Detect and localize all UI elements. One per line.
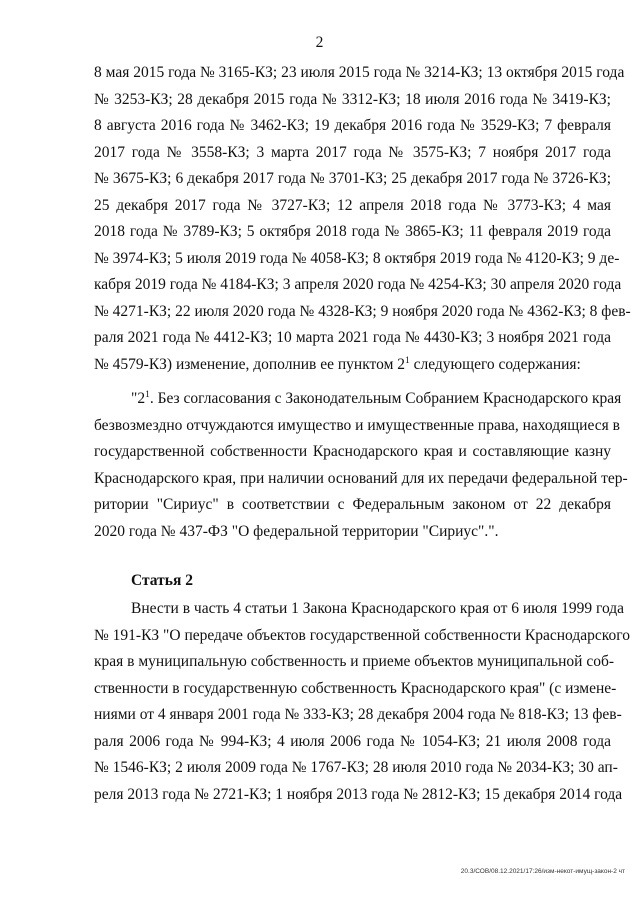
text-line: ниями от 4 января 2001 года № 333-КЗ; 28 декабря 2004 года № 818-КЗ; 13 фев-	[94, 706, 622, 723]
amendments-paragraph	[94, 60, 631, 378]
text-line: 2017 года № 3558-КЗ; 3 марта 2017 года № 3575-КЗ; 7 ноября 2017 года	[94, 143, 611, 161]
page-number: 2	[315, 34, 324, 51]
text-line: 8 мая 2015 года № 3165-КЗ; 23 июля 2015 года № 3214-КЗ; 13 октября 2015 года	[94, 64, 625, 81]
text-line: раля 2006 года № 994-КЗ; 4 июля 2006 года № 1054-КЗ; 21 июля 2008 года	[94, 732, 611, 750]
text-line: № 3974-КЗ; 5 июля 2019 года № 4058-КЗ; 8 октября 2019 года № 4120-КЗ; 9 де-	[94, 249, 620, 267]
text-line: безвозмездно отчуждаются имущество и имущественные права, находящиеся в	[94, 416, 620, 434]
text-line: реля 2013 года № 2721-КЗ; 1 ноября 2013 года № 2812-КЗ; 15 декабря 2014 года	[94, 785, 623, 803]
text-fragment: "2	[131, 390, 146, 407]
text-line: Внести в часть 4 статьи 1 Закона Краснодарского края от 6 июля 1999 года	[131, 600, 625, 617]
text-line: государственной собственности Краснодарского края и составляющие казну	[94, 443, 611, 460]
text-fragment: следующего содержания:	[409, 355, 581, 373]
superscript: 1	[405, 355, 410, 366]
text-line: № 3253-КЗ; 28 декабря 2015 года № 3312-КЗ; 18 июля 2016 года № 3419-КЗ;	[94, 90, 611, 108]
text-line: 8 августа 2016 года № 3462-КЗ; 19 декабря 2016 года № 3529-КЗ; 7 февраля	[94, 117, 611, 134]
text-line: № 191-КЗ "О передаче объектов государственной собственности Краснодарского	[94, 626, 630, 644]
text-line: № 4271-КЗ; 22 июля 2020 года № 4328-КЗ; 9 ноября 2020 года № 4362-КЗ; 8 фев-	[94, 302, 631, 320]
text-line: Краснодарского края, при наличии оснований для их передачи федеральной тер-	[94, 469, 628, 487]
text-line	[94, 352, 611, 379]
text-line: края в муниципальную собственность и приеме объектов муниципальной соб-	[94, 653, 614, 670]
new-item-paragraph	[94, 386, 628, 545]
article-heading: Статья 2	[131, 572, 193, 589]
text-line: № 3675-КЗ; 6 декабря 2017 года № 3701-КЗ; 25 декабря 2017 года № 3726-КЗ;	[94, 170, 611, 187]
text-line: 2018 года № 3789-КЗ; 5 октября 2018 года № 3865-КЗ; 11 февраля 2019 года	[94, 223, 611, 240]
text-line: 2020 года № 437-ФЗ "О федеральной территории "Сириус".".	[94, 522, 499, 540]
text-fragment: . Без согласования с Законодательным Собранием Краснодарского края	[149, 390, 622, 407]
text-line: № 1546-КЗ; 2 июля 2009 года № 1767-КЗ; 28 июля 2010 года № 2034-КЗ; 30 ап-	[94, 759, 618, 776]
text-fragment: № 4579-КЗ) изменение, дополнив ее пунктом 2	[94, 355, 405, 373]
text-line: кабря 2019 года № 4184-КЗ; 3 апреля 2020 года № 4254-КЗ; 30 апреля 2020 года	[94, 276, 622, 293]
text-line	[94, 386, 622, 413]
superscript: 1	[145, 390, 150, 400]
text-line: ственности в государственную собственность Краснодарского края" (с измене-	[94, 679, 617, 697]
footer-document-code: 20.3/СОВ/08.12.2021/17:26/изм-некот-имущ-закон-2 чт	[460, 868, 625, 875]
text-line: раля 2021 года № 4412-КЗ; 10 марта 2021 года № 4430-КЗ; 3 ноября 2021 года	[94, 329, 611, 346]
text-line: 25 декабря 2017 года № 3727-КЗ; 12 апреля 2018 года № 3773-КЗ; 4 мая	[94, 196, 611, 214]
text-line: ритории "Сириус" в соответствии с Федеральным законом от 22 декабря	[94, 496, 611, 513]
article-2-paragraph	[94, 596, 630, 808]
